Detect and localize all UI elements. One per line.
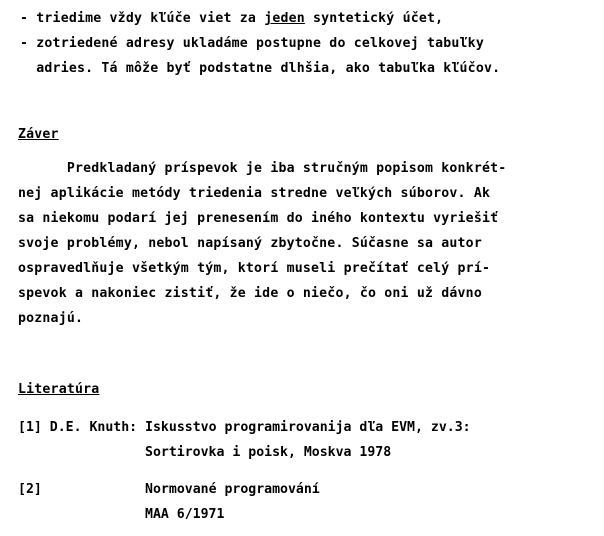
conclusion-heading: Záver — [18, 127, 59, 142]
reference-entry-cont — [18, 440, 471, 465]
conclusion-heading-wrap — [18, 123, 59, 142]
bullet-1-pre: - triedime vždy kľúče viet za — [20, 11, 265, 26]
paragraph-line: ospravedlňuje všetkým tým, ktorí museli prečítať celý prí- — [18, 261, 491, 276]
paragraph-line: nej aplikácie metódy triedenia stredne veľkých súborov. Ak — [18, 186, 491, 201]
bullet-1-post: syntetický účet, — [304, 11, 444, 26]
reference-spacer — [18, 465, 471, 477]
paragraph-line: spevok a nakoniec zistiť, že ide o niečo, čo oni už dávno — [18, 286, 482, 301]
bullet-1-underlined-word: jeden — [264, 11, 305, 26]
reference-text: Sortirovka i poisk, Moskva 1978 — [49, 445, 392, 460]
reference-entry — [18, 477, 471, 502]
literature-list — [18, 415, 471, 527]
reference-text: MAA 6/1971 — [49, 507, 225, 522]
reference-text: D.E. Knuth: Iskusstvo programirovanija dľa EVM, zv.3: — [49, 420, 471, 435]
list-item: - zotriedené adresy ukladáme postupne do celkovej tabuľky — [20, 36, 484, 51]
reference-marker: [1] — [18, 420, 42, 435]
literature-heading: Literatúra — [18, 382, 100, 397]
list-item — [20, 6, 500, 31]
list-item: adries. Tá môže byť podstatne dlhšia, ako tabuľka kľúčov. — [20, 61, 501, 76]
conclusion-paragraph — [18, 156, 506, 331]
reference-entry-cont — [18, 502, 471, 527]
paragraph-line: sa niekomu podarí jej prenesením do iného kontextu vyriešiť — [18, 211, 499, 226]
bullet-list — [20, 6, 500, 81]
paragraph-line: Predkladaný príspevok je iba stručným popisom konkrét- — [18, 161, 507, 176]
paragraph-line: svoje problémy, nebol napísaný zbytočne. Súčasne sa autor — [18, 236, 482, 251]
reference-marker: [2] — [18, 482, 42, 497]
reference-entry — [18, 415, 471, 440]
literature-heading-wrap — [18, 378, 99, 397]
paragraph-line: poznajú. — [18, 311, 84, 326]
reference-text: Normované programování — [49, 482, 320, 497]
